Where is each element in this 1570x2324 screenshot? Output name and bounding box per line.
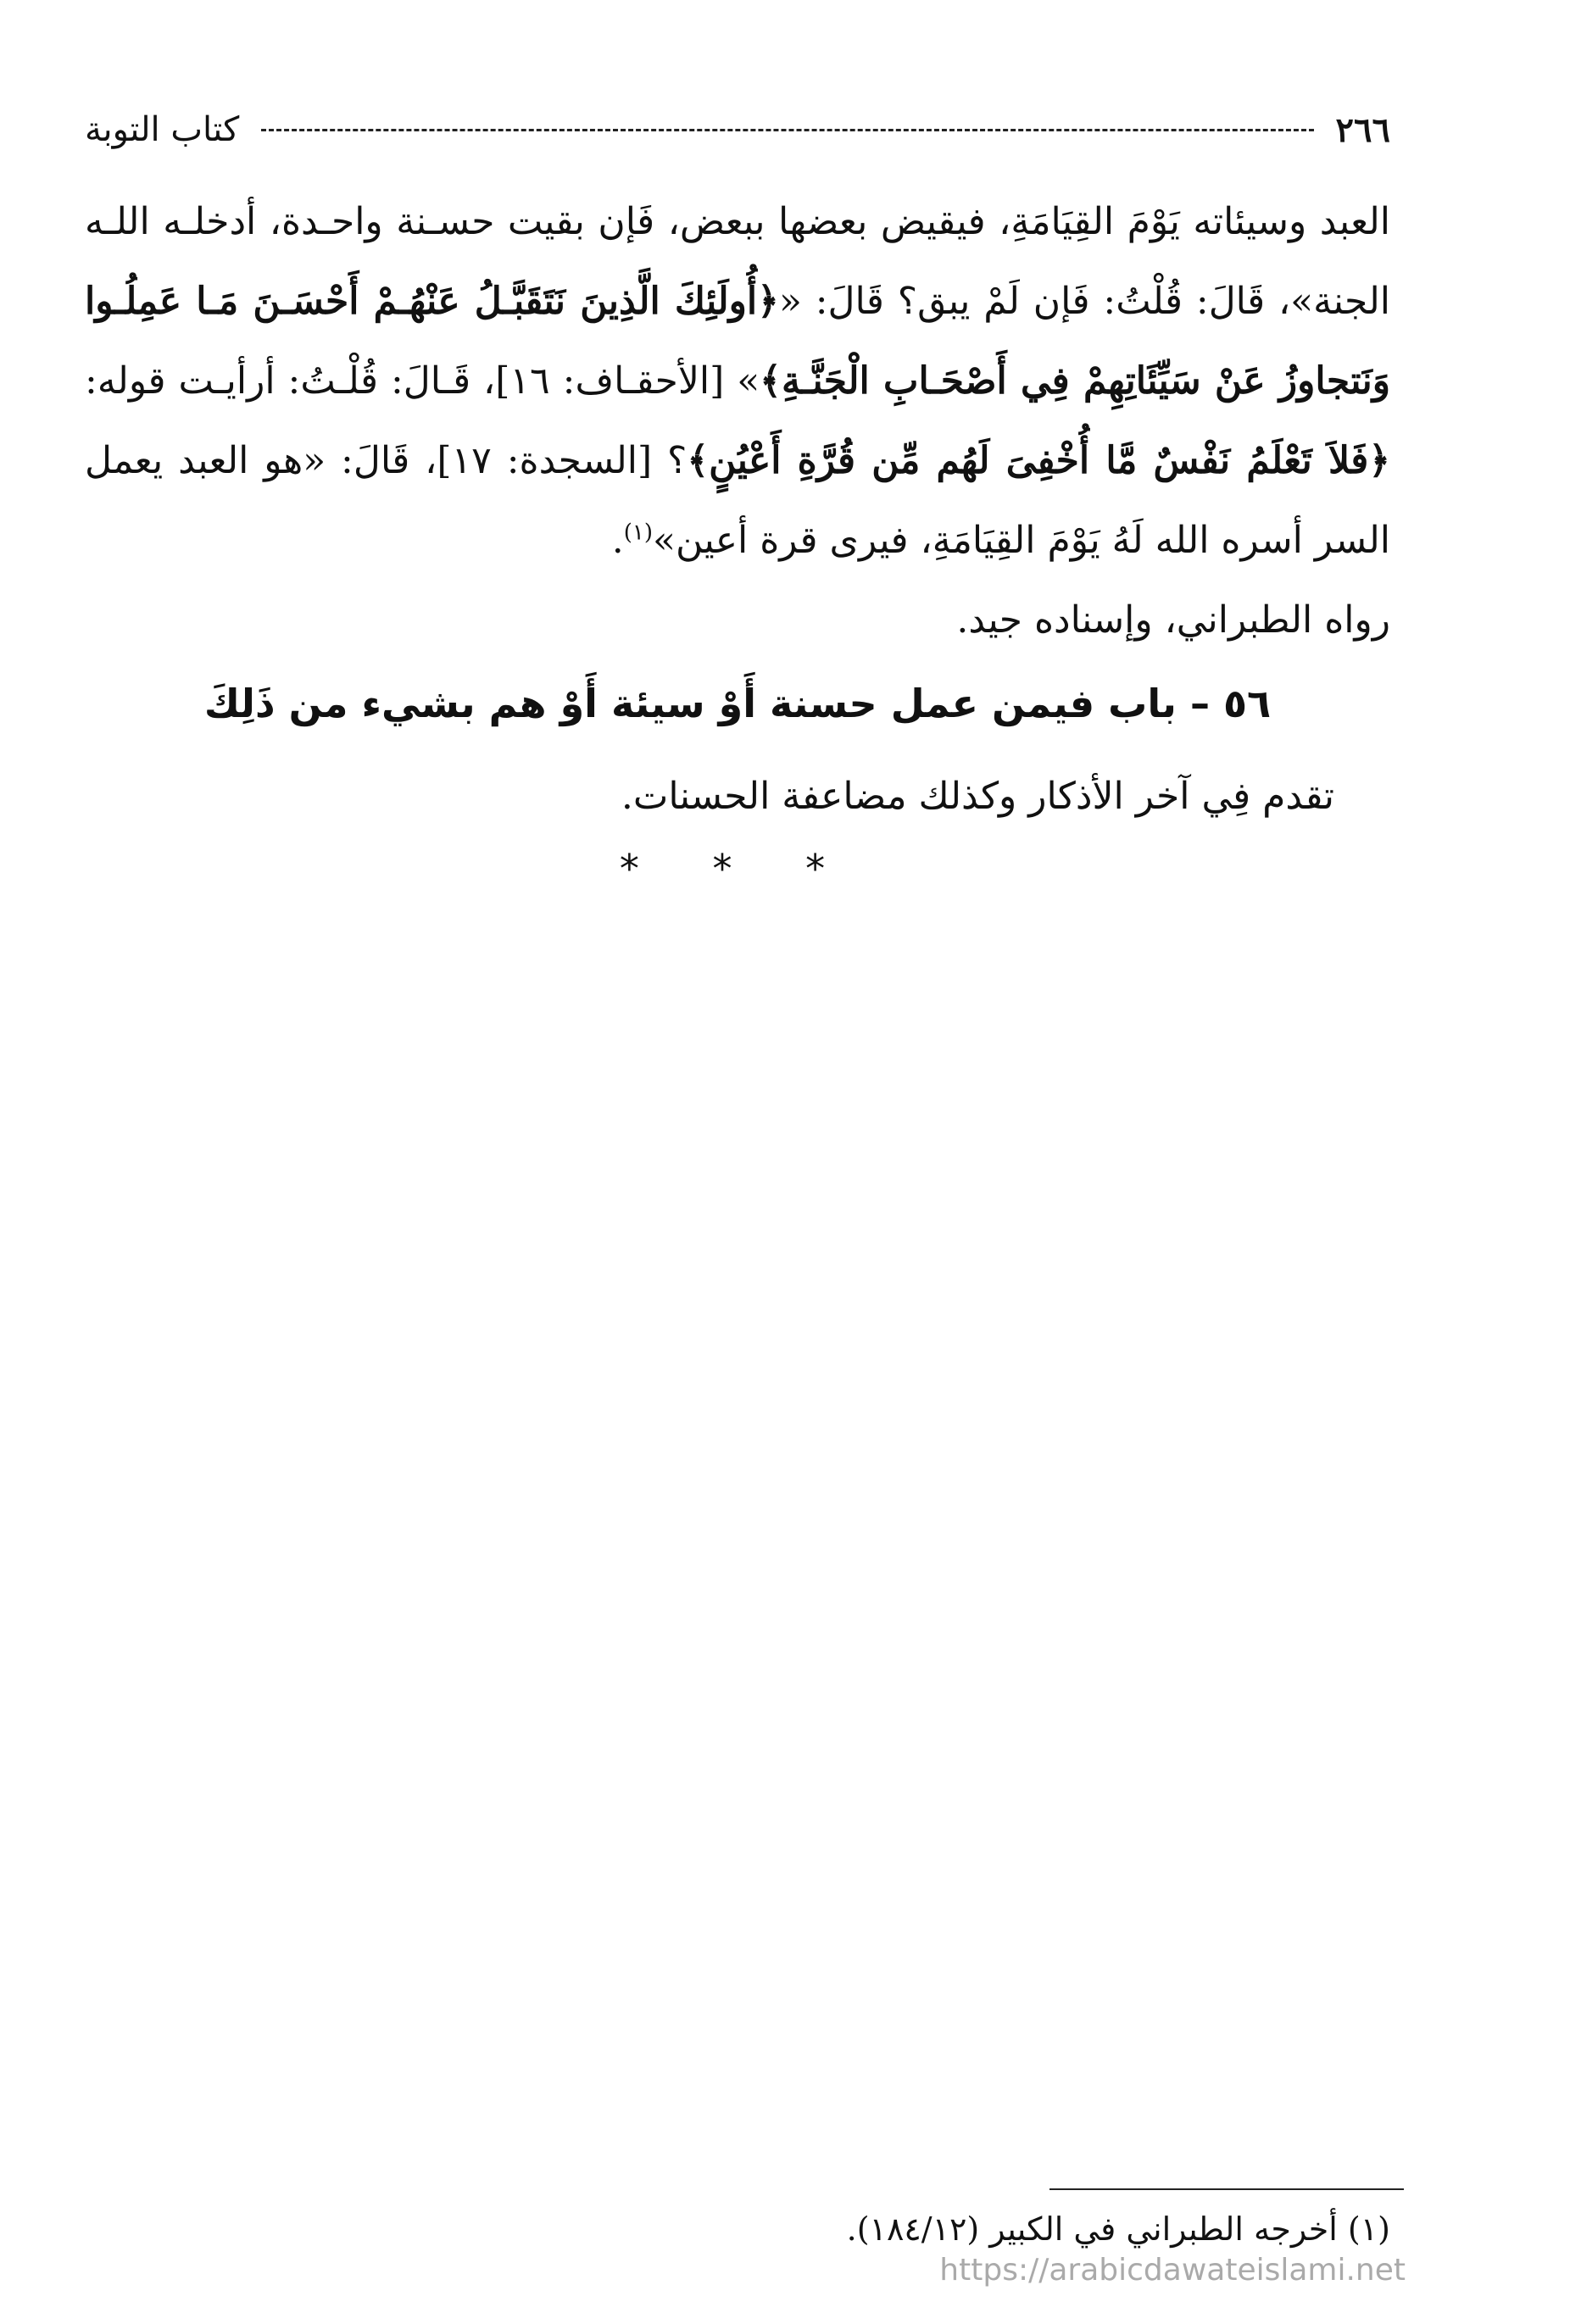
section-separator: * * * bbox=[619, 846, 856, 892]
quran-reference: » [الأحقـاف: ١٦]، قَـالَ: قُلْـتُ: أرأيـت قوله: bbox=[85, 359, 760, 403]
header-dashed-rule bbox=[261, 129, 1313, 131]
quran-quote: ﴿فَلاَ تَعْلَمُ نَفْسٌ مَّا أُخْفِىَ لَهُم مِّن قُرَّةِ أَعْيُنٍ﴾ bbox=[687, 439, 1391, 482]
paragraph-text: العبد وسيئاته يَوْمَ القِيَامَةِ، فيقيض بعضها ببعض، فَإن بقيت حسـنة واحـدة، أدخلـه اللـه الجنة»، قَالَ: قُلْتُ: فَإن لَمْ يبق؟ قَالَ: « bbox=[85, 200, 1391, 323]
paragraph-end: . bbox=[611, 519, 624, 562]
quran-quote: ﴿أُولَئِكَ الَّذِينَ نَتَقَبَّـلُ عَنْهُـمْ أَحْسَـنَ مَـا عَمِلُـوا وَنَتجاوزُ عَنْ سَيِّئَاتِهِمْ فِي أَصْحَـابِ الْجَنَّـةِ﴾ bbox=[85, 280, 1390, 403]
book-title: كتاب التوبة bbox=[85, 110, 240, 149]
section-heading: ٥٦ – باب فيمن عمل حسنة أَوْ سيئة أَوْ هم بشيء من ذَلِكَ bbox=[203, 681, 1272, 726]
quran-reference: ؟ [السجدة: ١٧]، قَالَ: «هو العبد يعمل السر أسره الله لَهُ يَوْمَ القِيَامَةِ، فيرى قرة أعين» bbox=[85, 439, 1390, 562]
footnote-marker: (١) bbox=[623, 520, 654, 546]
footnote: (١) أخرجه الطبراني في الكبير (١٨٤/١٢). bbox=[846, 2210, 1390, 2248]
page-header bbox=[85, 100, 1390, 159]
page-number: ٢٦٦ bbox=[1335, 109, 1390, 150]
main-paragraph bbox=[85, 182, 1390, 581]
footnote-rule bbox=[1049, 2188, 1404, 2190]
watermark-url: https://arabicdawateislami.net bbox=[939, 2253, 1406, 2288]
cross-reference-note: تقدم فِي آخر الأذكار وكذلك مضاعفة الحسنات. bbox=[621, 775, 1334, 818]
narration-line: رواه الطبراني، وإسناده جيد. bbox=[956, 598, 1390, 642]
